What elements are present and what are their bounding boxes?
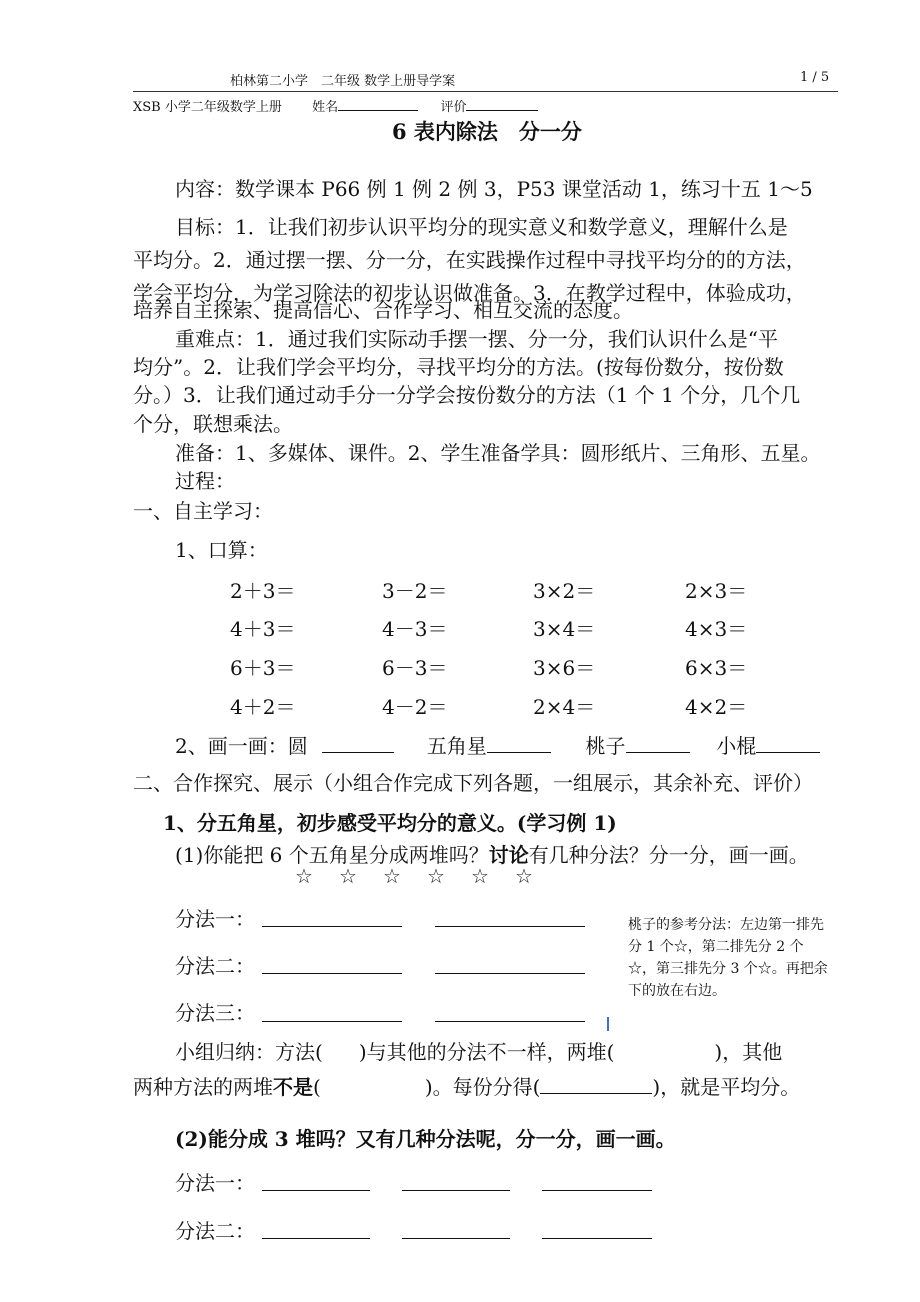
star-icon: ☆ [339, 864, 357, 888]
draw-blank-stick[interactable] [756, 730, 820, 753]
text-cursor [607, 1017, 609, 1031]
star-icon: ☆ [515, 864, 533, 888]
content-line: 内容：数学课本 P66 例 1 例 2 例 3，P53 课堂活动 1，练习十五 1～5 [175, 177, 813, 201]
q1-text-discuss: 讨论 [488, 843, 529, 867]
summary-p2: )与其他的分法不一样，两堆( [358, 1040, 615, 1064]
method3-blank-a[interactable] [262, 1021, 402, 1022]
difficulty-line-2: 均分”。2．让我们学会平均分，寻找平均分的方法。(按每份数分，按份数 [133, 355, 784, 379]
difficulty-line-1: 重难点：1．通过我们实际动手摆一摆、分一分，我们认识什么是“平 [175, 327, 778, 351]
summary-p6: ( [313, 1075, 321, 1099]
difficulty-line-4: 个分，联想乘法。 [133, 412, 293, 436]
q2-line: (2)能分成 3 堆吗？又有几种分法呢，分一分，画一画。 [175, 1127, 676, 1151]
calc-item: 6×3＝ [685, 656, 748, 680]
draw-label: 2、画一画： [175, 734, 288, 758]
page-number: 1 / 5 [800, 70, 830, 85]
prep-line: 准备：1、多媒体、课件。2、学生准备学具：圆形纸片、三角形、五星。 [175, 441, 821, 465]
calc-item: 4＋3＝ [230, 617, 296, 641]
star-icon: ☆ [295, 864, 313, 888]
method2-label-2: 分法二： [175, 1219, 255, 1243]
calc-item: 3－2＝ [382, 579, 448, 603]
draw-item-star: 五角星 [426, 734, 487, 758]
calc-item: 6－3＝ [382, 656, 448, 680]
reference-note: 桃子的参考分法：左边第一排先分 1 个☆，第二排先分 2 个☆，第三排先分 3 个☆。再把余下的放在右边。 [628, 917, 828, 999]
method2-blank-a[interactable] [262, 973, 402, 974]
name-blank[interactable] [338, 98, 418, 111]
summary-line-2 [133, 1070, 845, 1104]
header-school-line: 柏林第二小学 二年级 数学上册导学案 [230, 74, 456, 89]
method-label-1: 分法一： [175, 907, 255, 931]
summary-line-1 [175, 1035, 845, 1069]
section2-heading: 二、合作探究、展示（小组合作完成下列各题，一组展示，其余补充、评价） [133, 771, 813, 795]
calc-item: 3×4＝ [533, 617, 596, 641]
q1-text-c: 有几种分法？分一分，画一画。 [528, 843, 809, 867]
header-subline [133, 96, 538, 115]
summary-blank-each[interactable] [540, 1071, 652, 1094]
method2-blank-b[interactable] [435, 973, 585, 974]
page-title: 6 表内除法 分一分 [392, 119, 582, 144]
header-sub-left: XSB 小学二年级数学上册 [133, 100, 282, 115]
method-label-3: 分法三： [175, 1001, 255, 1025]
q2-method2-blank-c[interactable] [542, 1238, 652, 1239]
calc-item: 3×6＝ [533, 656, 596, 680]
eval-blank[interactable] [466, 98, 538, 111]
summary-p5: 不是 [273, 1075, 313, 1099]
q2-method1-blank-c[interactable] [542, 1190, 652, 1191]
draw-blank-peach[interactable] [626, 730, 690, 753]
draw-item-peach: 桃子 [585, 734, 626, 758]
summary-p7: )。每份分得( [424, 1075, 541, 1099]
q2-method1-blank-b[interactable] [402, 1190, 510, 1191]
summary-p4: 两种方法的两堆 [133, 1075, 273, 1099]
method-label-2: 分法二： [175, 954, 255, 978]
summary-p3: )，其他 [714, 1040, 783, 1064]
calc-item: 4＋2＝ [230, 695, 296, 719]
calc-item: 4－2＝ [382, 695, 448, 719]
calc-item: 6＋3＝ [230, 656, 296, 680]
name-label: 姓名 [312, 100, 339, 115]
star-icon: ☆ [427, 864, 445, 888]
q2-method1-blank-a[interactable] [262, 1190, 370, 1191]
goals-line-1: 目标：1．让我们初步认识平均分的现实意义和数学意义，理解什么是 [175, 215, 788, 239]
calc-item: 2＋3＝ [230, 579, 296, 603]
header-rule [133, 91, 838, 92]
stars-row [295, 864, 559, 888]
draw-line [175, 729, 887, 763]
summary-p1: 小组归纳：方法( [175, 1040, 323, 1064]
star-icon: ☆ [383, 864, 401, 888]
method1-blank-b[interactable] [435, 926, 585, 927]
star-icon: ☆ [471, 864, 489, 888]
draw-blank-circle[interactable] [322, 730, 394, 753]
goals-line-2: 平均分。2．通过摆一摆、分一分，在实践操作过程中寻找平均分的的方法， [133, 248, 806, 272]
oral-calc-title: 1、口算： [175, 538, 268, 562]
calc-item: 4－3＝ [382, 617, 448, 641]
q1-text-a: (1)你能把 6 个五角星分成两堆吗？ [175, 843, 489, 867]
calc-item: 3×2＝ [533, 579, 596, 603]
draw-item-circle: 圆 [287, 734, 308, 758]
calc-item: 2×3＝ [685, 579, 748, 603]
summary-p8: )，就是平均分。 [652, 1075, 801, 1099]
q2-method2-blank-a[interactable] [262, 1238, 370, 1239]
q2-method2-blank-b[interactable] [402, 1238, 510, 1239]
difficulty-line-3: 分。）3．让我们通过动手分一分学会按份数分的方法（1 个 1 个分，几个几 [133, 383, 801, 407]
goals-line-4: 培养自主探索、提高信心、合作学习、相互交流的态度。 [133, 298, 633, 322]
eval-label: 评价 [440, 100, 467, 115]
goals-line-3: 学会平均分，为学习除法的初步认识做准备。3．在教学过程中，体验成功， [133, 281, 806, 305]
calc-item: 4×3＝ [685, 617, 748, 641]
draw-item-stick: 小棍 [716, 734, 757, 758]
calc-item: 4×2＝ [685, 695, 748, 719]
process-label: 过程： [175, 469, 235, 493]
method3-blank-b[interactable] [435, 1021, 585, 1022]
section1-heading: 一、自主学习： [133, 499, 273, 523]
method1-blank-a[interactable] [262, 926, 402, 927]
draw-blank-star[interactable] [487, 730, 551, 753]
method2-label-1: 分法一： [175, 1171, 255, 1195]
sub1-title: 1、分五角星，初步感受平均分的意义。(学习例 1) [163, 811, 617, 835]
calc-item: 2×4＝ [533, 695, 596, 719]
